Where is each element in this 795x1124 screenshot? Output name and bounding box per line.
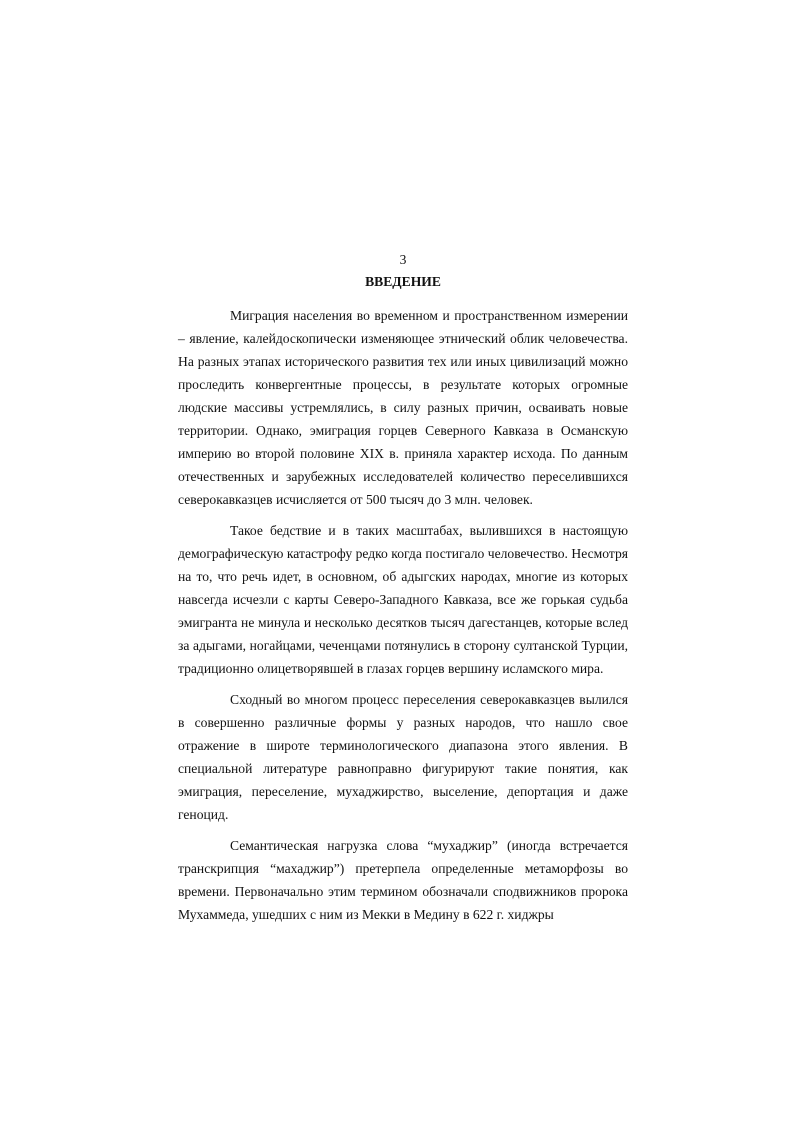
paragraph-3: Сходный во многом процесс переселения северокавказцев вылился в совершенно различные формы у разных народов, что нашло свое отражение в широте терминологического диапазона этого явления. В специальной литературе равноправно фигурируют такие понятия, как эмиграция, переселение, мухаджирство, выселение, депортация и даже геноцид.: [178, 692, 628, 822]
page-number: 3: [399, 252, 407, 267]
paragraph-4: Семантическая нагрузка слова “мухаджир” (иногда встречается транскрипция “махаджир”) претерпела определенные метаморфозы во времени. Первоначально этим термином обозначали сподвижников пророка Мухаммеда, ушедших с ним из Мекки в Медину в 622 г. хиджры: [178, 838, 628, 922]
paragraph-2: Такое бедствие и в таких масштабах, вылившихся в настоящую демографическую катастрофу редко когда постигало человечество. Несмотря на то, что речь идет, в основном, об адыгских народах, многие из которых навсегда исчезли с карты Северо-Западного Кавказа, все же горькая судьба эмигранта не минула и несколько десятков тысяч дагестанцев, которые вслед за адыгами, ногайцами, чеченцами потянулись в сторону султанской Турции, традиционно олицетворявшей в глазах горцев вершину исламского мира.: [178, 523, 628, 676]
document-page: [178, 250, 628, 934]
paragraph-1: Миграция населения во временном и пространственном измерении – явление, калейдоскопически изменяющее этнический облик человечества. На разных этапах исторического развития тех или иных цивилизаций можно проследить конвергентные процессы, в результате которых огромные людские массивы устремлялись, в силу разных причин, осваивать новые территории. Однако, эмиграция горцев Северного Кавказа в Османскую империю во второй половине XIX в. приняла характер исхода. По данным отечественных и зарубежных исследователей количество переселившихся северокавказцев исчисляется от 500 тысяч до 3 млн. человек.: [178, 308, 628, 507]
page-title: ВВЕДЕНИЕ: [365, 274, 441, 289]
